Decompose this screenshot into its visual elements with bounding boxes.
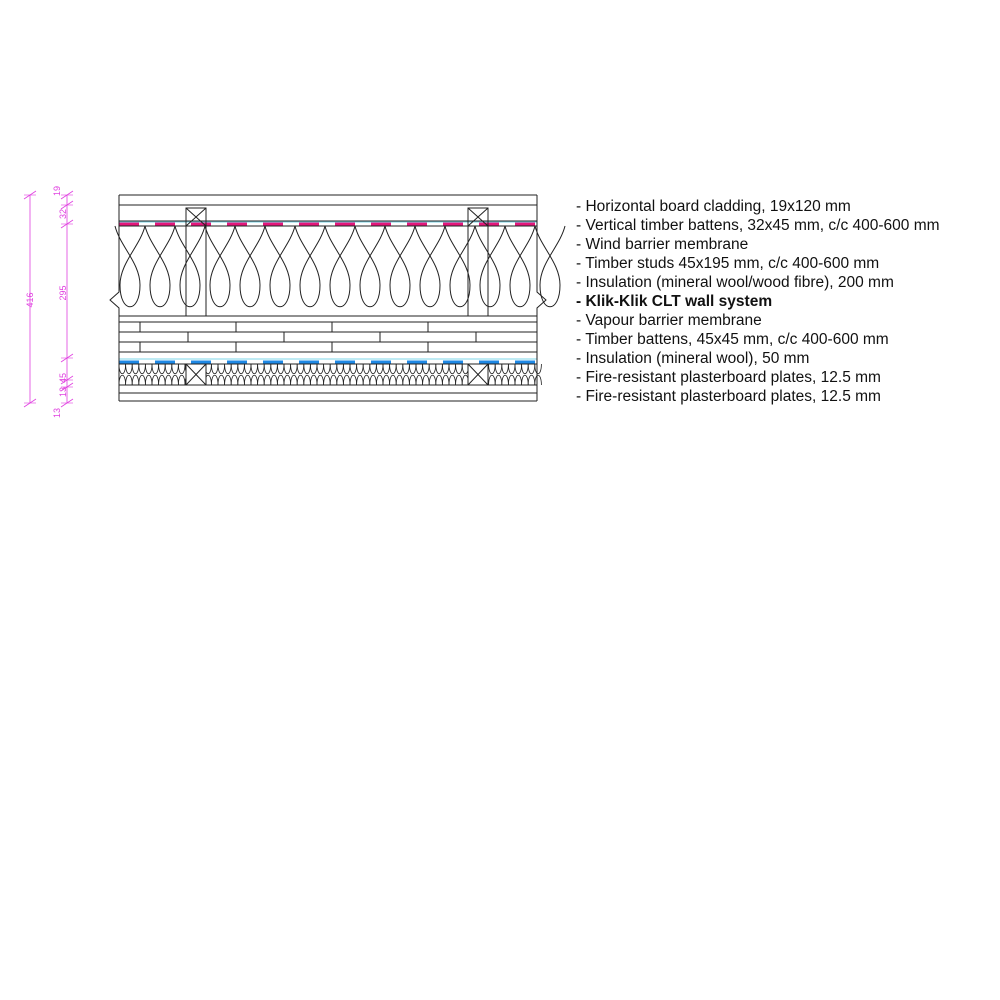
inner-insulation-symbol	[508, 364, 515, 374]
inner-insulation-symbol	[258, 364, 265, 374]
inner-insulation-symbol	[449, 375, 456, 385]
legend-item: - Insulation (mineral wool), 50 mm	[576, 350, 810, 367]
inner-insulation-symbol	[495, 375, 502, 385]
insulation-symbol	[205, 226, 235, 307]
inner-insulation-symbol	[119, 364, 126, 374]
inner-insulation-symbol	[284, 375, 291, 385]
inner-insulation-symbol	[225, 364, 232, 374]
inner-insulation-symbol	[310, 364, 317, 374]
insulation-symbol	[145, 226, 175, 307]
inner-insulation-symbol	[317, 375, 324, 385]
legend-item: - Wind barrier membrane	[576, 236, 749, 253]
inner-insulation-symbol	[244, 364, 251, 374]
inner-insulation-symbol	[251, 375, 258, 385]
inner-insulation-symbol	[429, 364, 436, 374]
legend-item: - Klik-Klik CLT wall system	[576, 293, 773, 310]
inner-insulation-symbol	[258, 375, 265, 385]
inner-insulation-symbol	[535, 364, 542, 374]
dim-total-label: 416	[25, 292, 35, 308]
inner-insulation-symbol	[396, 375, 403, 385]
inner-insulation-symbol	[357, 375, 364, 385]
inner-insulation-symbol	[159, 364, 166, 374]
wind-barrier-membrane	[119, 222, 537, 226]
inner-insulation-symbol	[330, 364, 337, 374]
dim-cladding-label: 19	[52, 185, 62, 197]
inner-insulation-symbol	[119, 375, 126, 385]
inner-insulation-symbol	[350, 364, 357, 374]
inner-insulation-symbol	[165, 364, 172, 374]
inner-insulation-symbol	[304, 375, 311, 385]
inner-insulation-symbol	[244, 375, 251, 385]
inner-insulation-symbol	[264, 375, 271, 385]
inner-insulation-symbol	[337, 375, 344, 385]
inner-insulation-symbol	[515, 364, 522, 374]
inner-insulation-symbol	[423, 375, 430, 385]
dim-battens-outer-label: 32	[58, 208, 68, 220]
inner-insulation-symbol	[357, 364, 364, 374]
inner-insulation-symbol	[211, 375, 218, 385]
inner-insulation-symbol	[126, 364, 133, 374]
inner-insulation-symbol	[291, 375, 298, 385]
inner-insulation-symbol	[291, 364, 298, 374]
inner-insulation-symbol	[225, 375, 232, 385]
break-line-left	[110, 195, 119, 401]
insulation-symbol	[475, 226, 505, 307]
inner-insulation-symbol	[416, 364, 423, 374]
inner-insulation-symbol	[145, 375, 152, 385]
inner-insulation-symbol	[502, 364, 509, 374]
inner-insulation-symbol	[449, 364, 456, 374]
inner-insulation-symbol	[370, 364, 377, 374]
inner-insulation-symbol	[211, 364, 218, 374]
inner-insulation-symbol	[159, 375, 166, 385]
inner-insulation-symbol	[456, 364, 463, 374]
insulation-symbol	[175, 226, 205, 307]
inner-insulation-symbol	[528, 375, 535, 385]
inner-insulation-symbol	[297, 364, 304, 374]
inner-insulation-symbol	[251, 364, 258, 374]
inner-insulation-symbol	[304, 364, 311, 374]
insulation-symbol	[265, 226, 295, 307]
legend-item: - Vapour barrier membrane	[576, 312, 762, 329]
insulation-symbol	[295, 226, 325, 307]
inner-insulation-symbol	[522, 364, 529, 374]
inner-insulation-symbol	[297, 375, 304, 385]
inner-insulation-symbol	[363, 375, 370, 385]
inner-insulation-symbol	[284, 364, 291, 374]
inner-insulation-symbol	[456, 375, 463, 385]
inner-insulation-symbol	[172, 375, 179, 385]
inner-insulation-symbol	[277, 364, 284, 374]
inner-insulation-symbol	[310, 375, 317, 385]
inner-insulation-symbol	[383, 364, 390, 374]
legend-item: - Timber studs 45x195 mm, c/c 400-600 mm	[576, 255, 880, 272]
inner-insulation-symbol	[489, 375, 496, 385]
inner-insulation-symbol	[132, 375, 139, 385]
insulation-symbol	[355, 226, 385, 307]
inner-insulation-symbol	[442, 375, 449, 385]
inner-insulation-symbol	[436, 375, 443, 385]
inner-insulation-symbol	[317, 364, 324, 374]
inner-insulation-symbol	[238, 375, 245, 385]
legend-item: - Vertical timber battens, 32x45 mm, c/c 400-600 mm	[576, 217, 940, 234]
inner-insulation-symbol	[436, 364, 443, 374]
dim-battens-inner-label: 45	[58, 372, 68, 384]
inner-insulation-symbol	[145, 364, 152, 374]
inner-insulation-symbol	[172, 364, 179, 374]
legend-item: - Horizontal board cladding, 19x120 mm	[576, 198, 851, 215]
inner-insulation-symbol	[271, 375, 278, 385]
inner-insulation-symbol	[330, 375, 337, 385]
inner-insulation-symbol	[495, 364, 502, 374]
insulation-symbol	[385, 226, 415, 307]
inner-insulation-symbol	[508, 375, 515, 385]
insulation-symbol	[325, 226, 355, 307]
insulation-symbol	[445, 226, 475, 307]
inner-insulation-symbol	[363, 364, 370, 374]
legend-item: - Fire-resistant plasterboard plates, 12.5 mm	[576, 369, 881, 386]
inner-insulation-symbol	[383, 375, 390, 385]
main-insulation	[115, 226, 565, 316]
legend-item: - Insulation (mineral wool/wood fibre), 200 mm	[576, 274, 894, 291]
inner-insulation-symbol	[152, 375, 159, 385]
inner-insulation-symbol	[271, 364, 278, 374]
inner-insulation-symbol	[126, 375, 133, 385]
inner-insulation-symbol	[343, 364, 350, 374]
inner-insulation-symbol	[376, 375, 383, 385]
inner-insulation-symbol	[442, 364, 449, 374]
inner-insulation-symbol	[370, 375, 377, 385]
inner-insulation-symbol	[403, 364, 410, 374]
inner-insulation-symbol	[218, 364, 225, 374]
inner-insulation-symbol	[277, 375, 284, 385]
inner-insulation-symbol	[390, 364, 397, 374]
inner-insulation-symbol	[231, 364, 238, 374]
inner-insulation-symbol	[324, 364, 331, 374]
inner-insulation-symbol	[502, 375, 509, 385]
inner-insulation	[119, 364, 541, 385]
inner-insulation-symbol	[403, 375, 410, 385]
inner-insulation-symbol	[139, 375, 146, 385]
clt-wall-layer	[119, 322, 537, 352]
inner-insulation-symbol	[535, 375, 542, 385]
insulation-symbol	[235, 226, 265, 307]
inner-insulation-symbol	[231, 375, 238, 385]
inner-insulation-symbol	[409, 364, 416, 374]
inner-insulation-symbol	[132, 364, 139, 374]
inner-insulation-symbol	[165, 375, 172, 385]
inner-insulation-symbol	[396, 364, 403, 374]
inner-insulation-symbol	[429, 375, 436, 385]
inner-insulation-symbol	[152, 364, 159, 374]
legend-item: - Fire-resistant plasterboard plates, 12.5 mm	[576, 388, 881, 405]
inner-insulation-symbol	[515, 375, 522, 385]
legend-item: - Timber battens, 45x45 mm, c/c 400-600 mm	[576, 331, 889, 348]
inner-insulation-symbol	[218, 375, 225, 385]
plasterboard-layer	[119, 393, 537, 401]
vapour-barrier-membrane	[119, 359, 537, 362]
inner-insulation-symbol	[390, 375, 397, 385]
inner-insulation-symbol	[264, 364, 271, 374]
dim-board-1-label: 13	[58, 386, 68, 398]
inner-insulation-symbol	[423, 364, 430, 374]
dim-board-2-label: 13	[52, 407, 62, 419]
inner-insulation-symbol	[350, 375, 357, 385]
inner-insulation-symbol	[337, 364, 344, 374]
insulation-symbol	[505, 226, 535, 307]
dim-insulation-main-label: 295	[58, 285, 68, 301]
inner-insulation-symbol	[178, 375, 185, 385]
layer-legend	[576, 197, 940, 406]
inner-insulation-symbol	[528, 364, 535, 374]
inner-insulation-symbol	[178, 364, 185, 374]
inner-insulation-symbol	[324, 375, 331, 385]
inner-insulation-symbol	[343, 375, 350, 385]
inner-insulation-symbol	[416, 375, 423, 385]
inner-insulation-symbol	[409, 375, 416, 385]
inner-insulation-symbol	[489, 364, 496, 374]
inner-insulation-symbol	[139, 364, 146, 374]
inner-insulation-symbol	[238, 364, 245, 374]
inner-insulation-symbol	[522, 375, 529, 385]
insulation-symbol	[415, 226, 445, 307]
inner-insulation-symbol	[376, 364, 383, 374]
